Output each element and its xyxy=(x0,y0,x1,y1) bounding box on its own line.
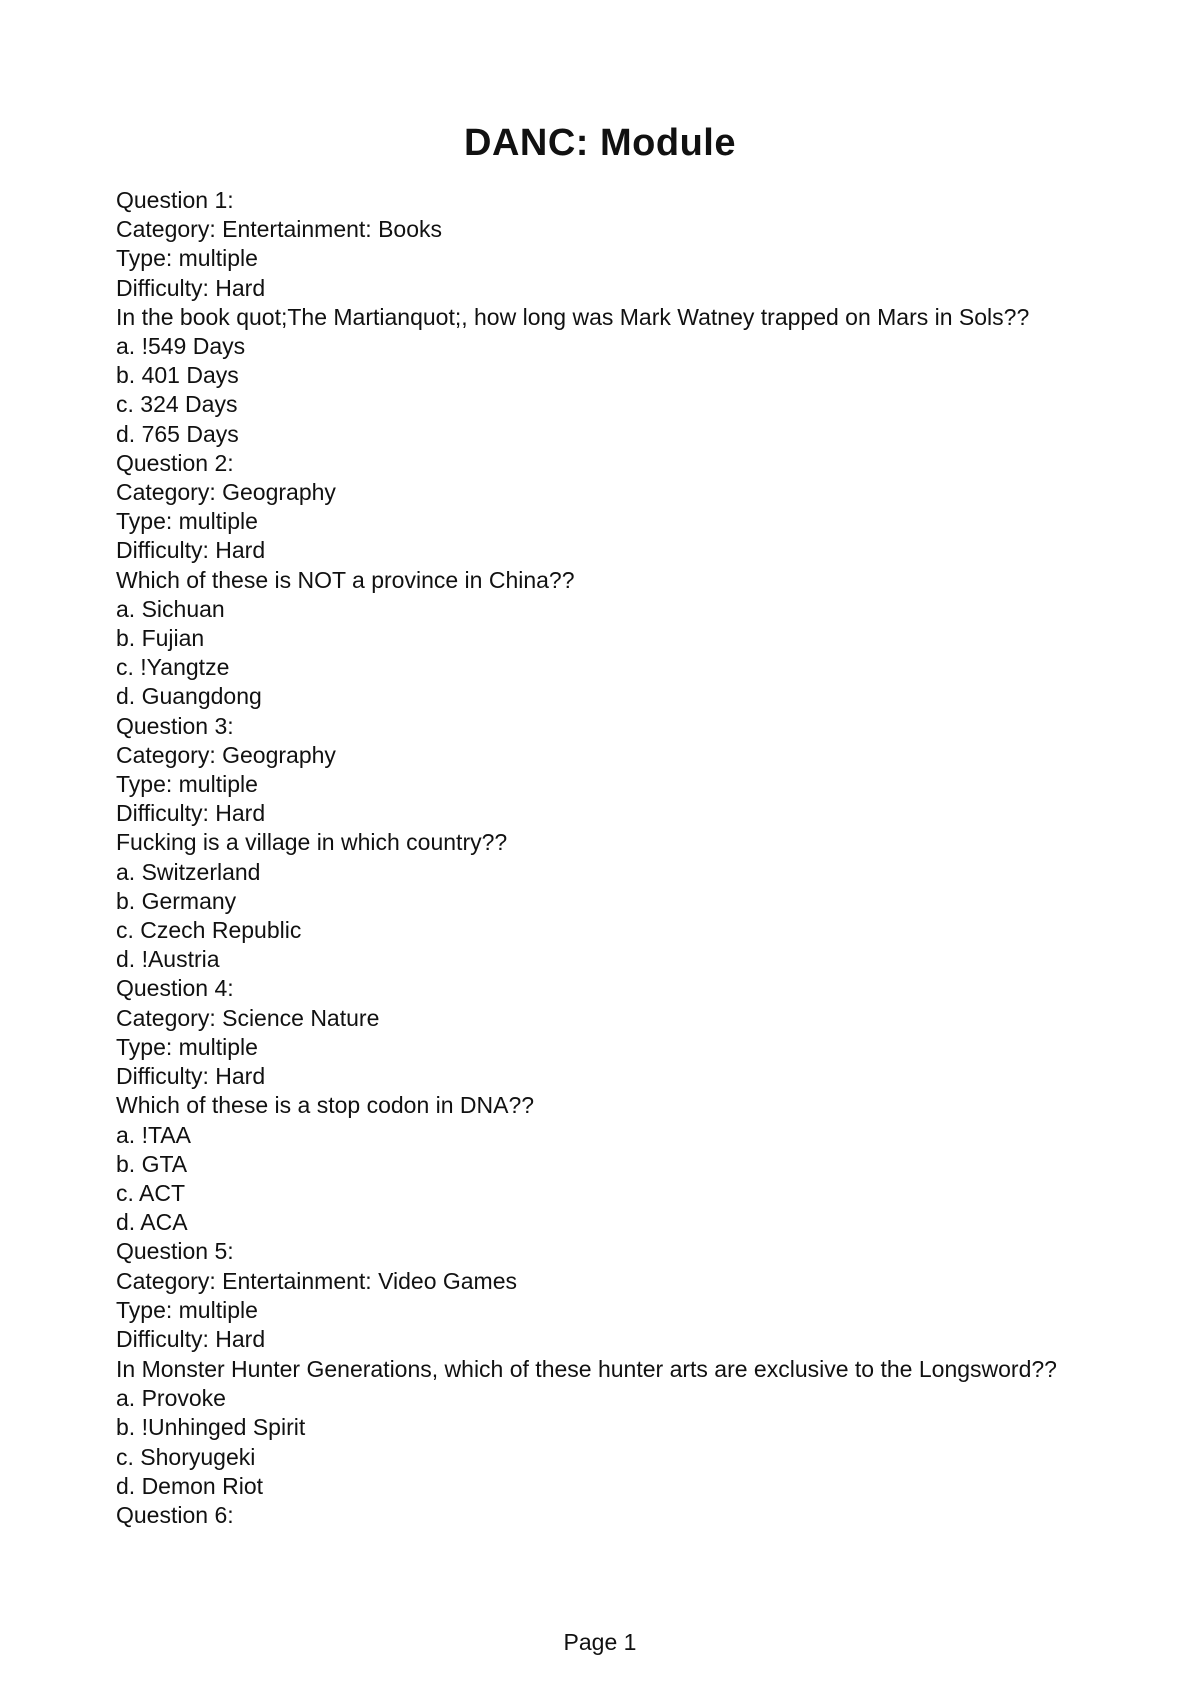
question-text: Which of these is a stop codon in DNA?? xyxy=(116,1092,535,1119)
question-block xyxy=(116,449,1096,712)
answer-option: d. !Austria xyxy=(116,946,220,973)
answer-option: d. Demon Riot xyxy=(116,1472,264,1499)
answer-option: c. Shoryugeki xyxy=(116,1443,256,1470)
question-header: Question 4: xyxy=(116,975,234,1002)
answer-option: c. 324 Days xyxy=(116,391,238,418)
question-category: Category: Entertainment: Video Games xyxy=(116,1267,518,1294)
question-block xyxy=(116,1237,1096,1501)
question-header: Question 6: xyxy=(116,1501,234,1528)
question-text: In Monster Hunter Generations, which of these hunter arts are exclusive to the Longsword?? xyxy=(116,1356,1057,1383)
answer-option: b. Germany xyxy=(116,887,237,914)
question-block xyxy=(116,712,1096,975)
question-type: Type: multiple xyxy=(116,1033,258,1060)
question-type: Type: multiple xyxy=(116,1296,258,1323)
question-category: Category: Entertainment: Books xyxy=(116,216,442,243)
question-header: Question 3: xyxy=(116,712,234,739)
question-type: Type: multiple xyxy=(116,771,258,798)
answer-option: d. ACA xyxy=(116,1209,188,1236)
answer-option: a. Switzerland xyxy=(116,858,261,885)
answer-option: a. Sichuan xyxy=(116,595,225,622)
question-text: In the book quot;The Martianquot;, how long was Mark Watney trapped on Mars in Sols?? xyxy=(116,303,1030,330)
page-number: Page 1 xyxy=(563,1629,637,1655)
question-list xyxy=(116,186,1096,1530)
question-difficulty: Difficulty: Hard xyxy=(116,537,266,564)
answer-option: b. !Unhinged Spirit xyxy=(116,1414,306,1441)
question-header: Question 2: xyxy=(116,449,234,476)
question-difficulty: Difficulty: Hard xyxy=(116,1325,266,1352)
answer-option: c. ACT xyxy=(116,1179,186,1206)
answer-option: a. Provoke xyxy=(116,1385,226,1412)
question-difficulty: Difficulty: Hard xyxy=(116,1063,266,1090)
answer-option: d. 765 Days xyxy=(116,420,239,447)
question-text: Fucking is a village in which country?? xyxy=(116,829,508,856)
question-difficulty: Difficulty: Hard xyxy=(116,800,266,827)
question-header: Question 1: xyxy=(116,187,234,213)
question-block xyxy=(116,974,1096,1237)
question-category: Category: Geography xyxy=(116,741,336,768)
answer-option: b. Fujian xyxy=(116,625,205,652)
question-type: Type: multiple xyxy=(116,508,258,535)
answer-option: b. GTA xyxy=(116,1150,188,1177)
question-header: Question 5: xyxy=(116,1238,234,1265)
answer-option: b. 401 Days xyxy=(116,362,239,389)
answer-option: c. !Yangtze xyxy=(116,654,230,681)
question-category: Category: Science Nature xyxy=(116,1004,380,1031)
question-difficulty: Difficulty: Hard xyxy=(116,274,266,301)
document-title: DANC: Module xyxy=(464,122,736,164)
question-block xyxy=(116,1501,1096,1530)
answer-option: a. !TAA xyxy=(116,1121,191,1148)
question-type: Type: multiple xyxy=(116,245,258,272)
question-block xyxy=(116,186,1096,449)
question-text: Which of these is NOT a province in China?? xyxy=(116,566,575,593)
question-category: Category: Geography xyxy=(116,479,336,506)
answer-option: c. Czech Republic xyxy=(116,917,302,944)
answer-option: a. !549 Days xyxy=(116,333,246,360)
answer-option: d. Guangdong xyxy=(116,683,262,710)
